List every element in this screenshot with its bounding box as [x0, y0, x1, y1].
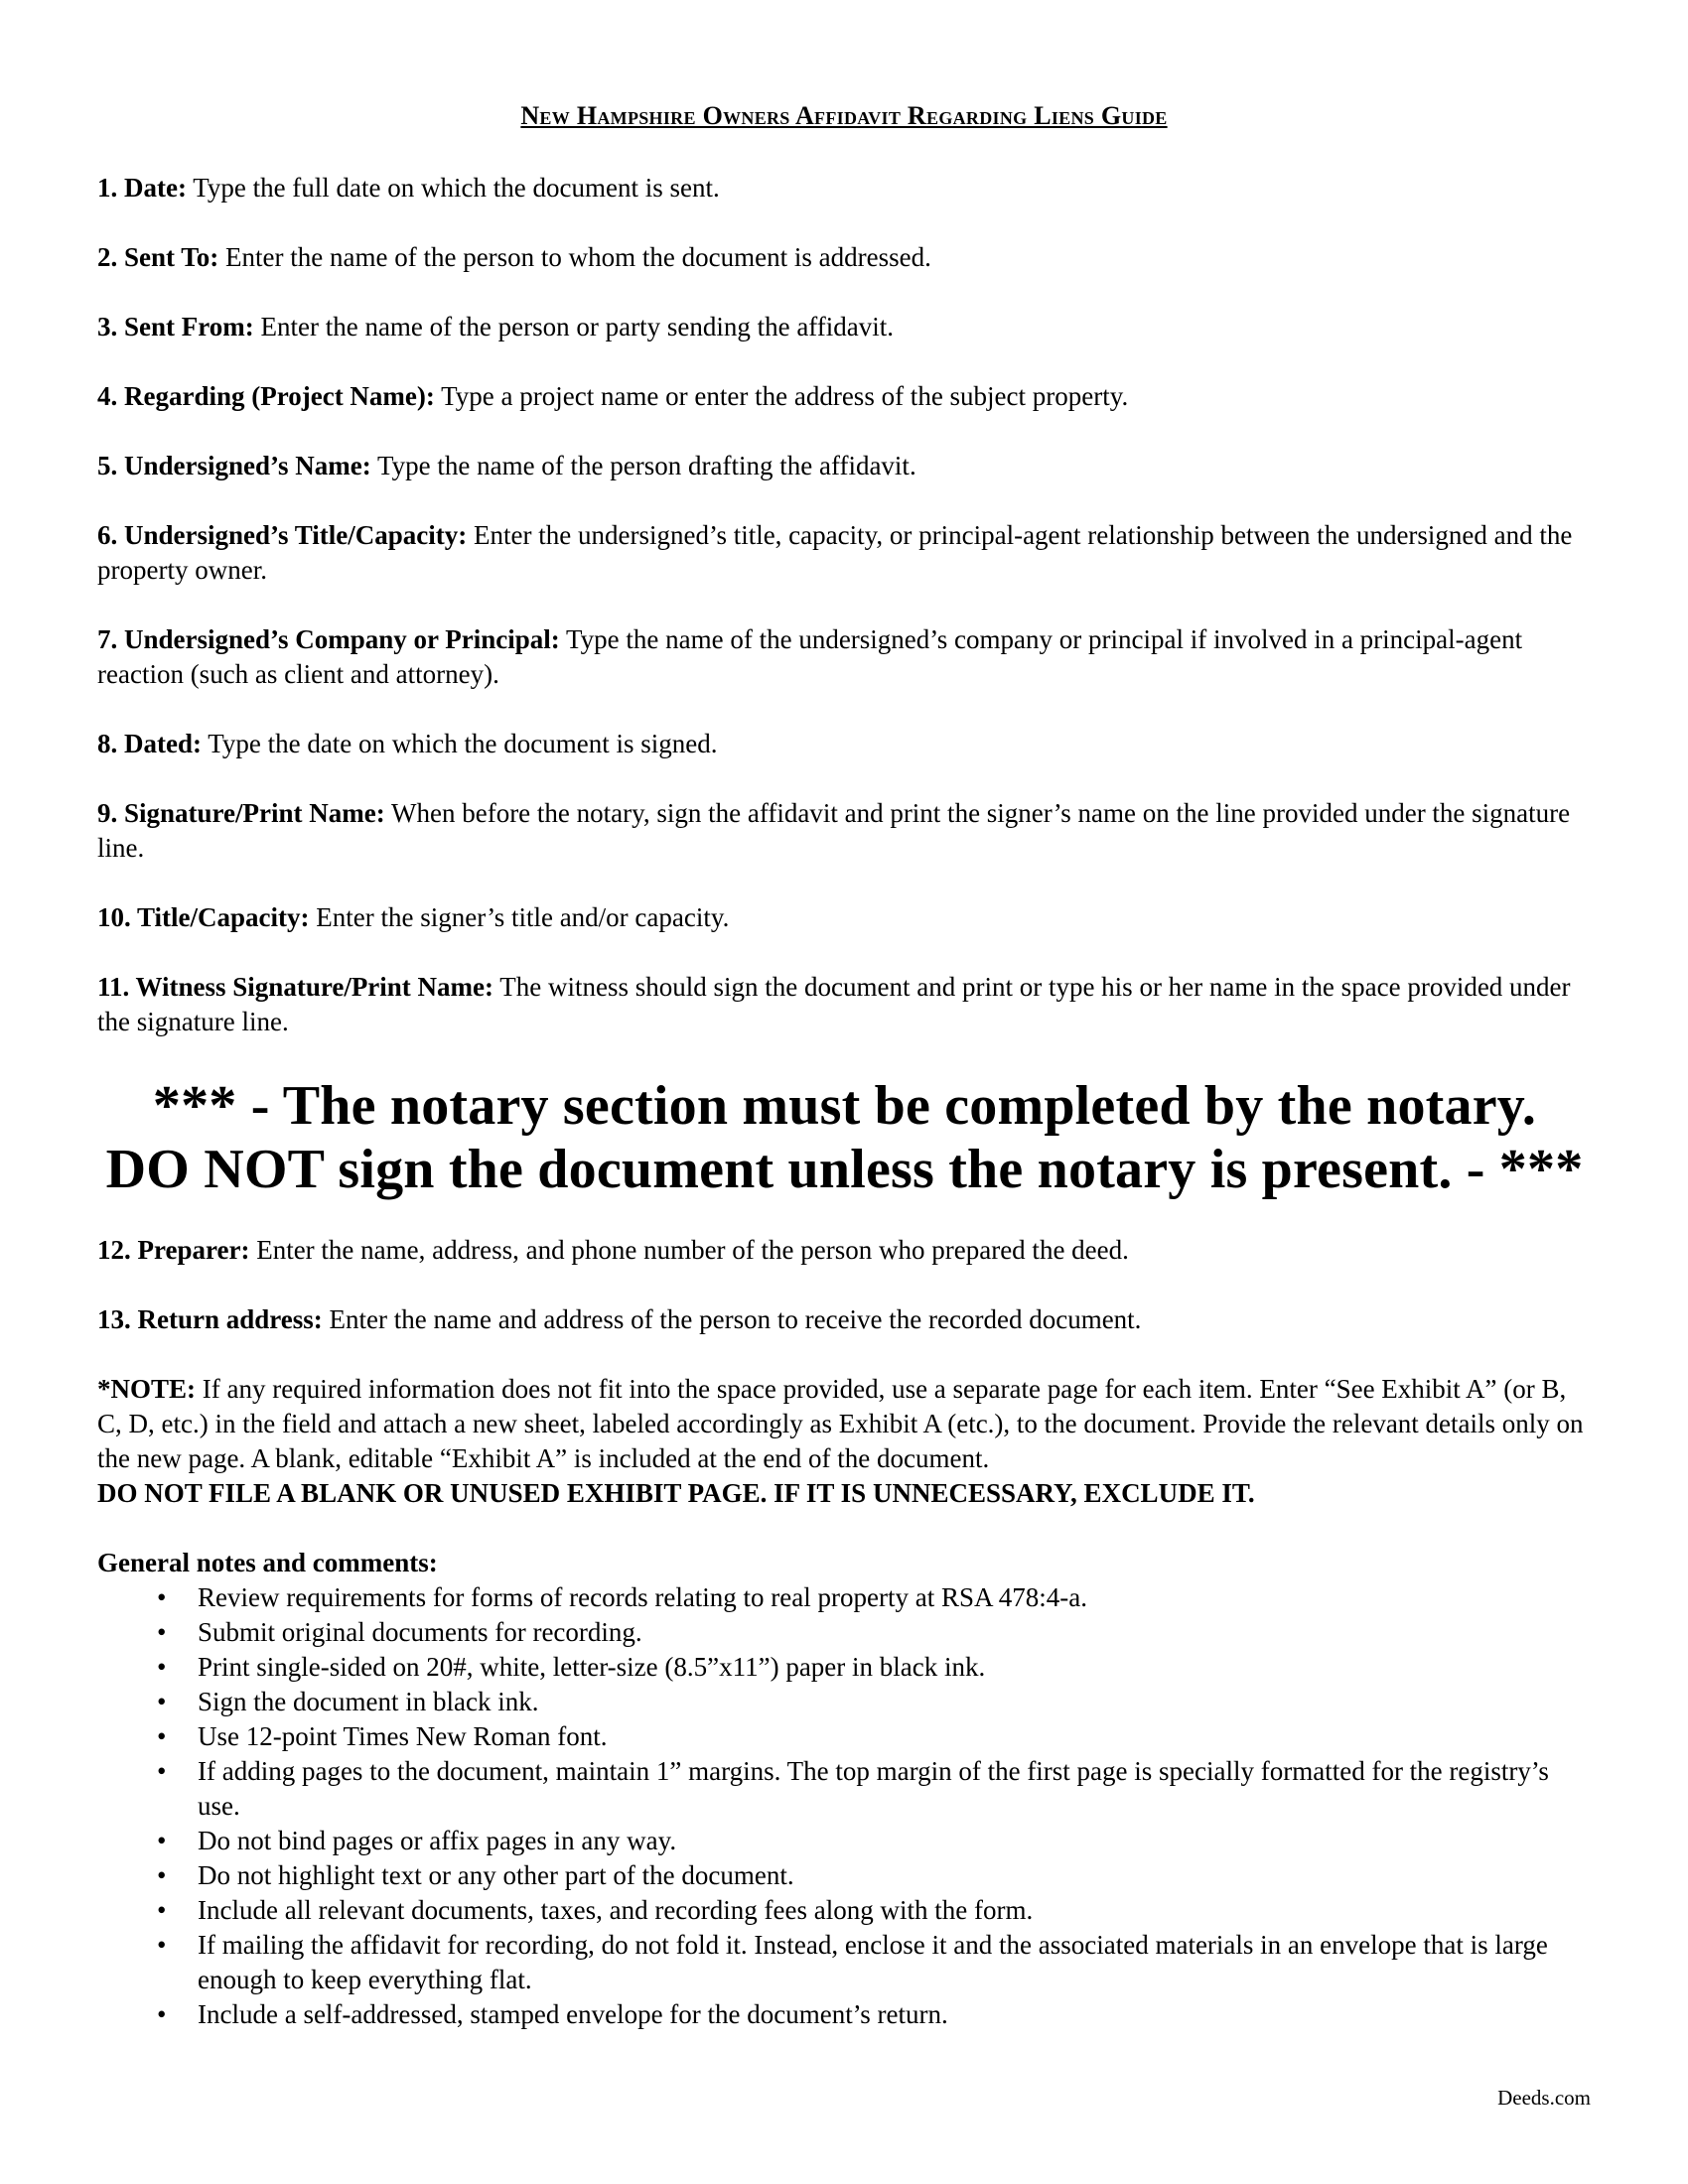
general-note-item — [97, 1893, 1592, 1928]
general-note-item — [97, 1824, 1592, 1858]
instruction-item-3 — [97, 310, 1592, 344]
footer-brand: Deeds.com — [1497, 2086, 1591, 2110]
bullet-icon: • — [157, 1582, 167, 1612]
field-label: 3. Sent From: — [97, 312, 254, 341]
bullet-icon: • — [157, 1652, 167, 1682]
instruction-item-11 — [97, 970, 1592, 1039]
general-note-item — [97, 1719, 1592, 1754]
bullet-icon: • — [157, 1687, 167, 1716]
general-note-text: Include all relevant documents, taxes, and recording fees along with the form. — [198, 1895, 1034, 1925]
general-note-text: Review requirements for forms of records relating to real property at RSA 478:4-a. — [198, 1582, 1087, 1612]
instruction-item-4 — [97, 379, 1592, 414]
general-note-item — [97, 1615, 1592, 1650]
instruction-item-after-2 — [97, 1302, 1592, 1337]
field-label: 12. Preparer: — [97, 1235, 250, 1265]
general-note-item — [97, 1928, 1592, 1997]
general-note-item — [97, 1754, 1592, 1824]
general-note-text: Do not highlight text or any other part of the document. — [198, 1860, 794, 1890]
field-label: 8. Dated: — [97, 729, 202, 758]
general-note-item — [97, 1580, 1592, 1615]
field-description: Type the date on which the document is signed. — [201, 729, 718, 758]
field-description: Enter the name of the person to whom the document is addressed. — [218, 242, 931, 272]
instruction-item-9 — [97, 796, 1592, 866]
field-instructions — [97, 171, 1592, 1039]
instruction-item-10 — [97, 900, 1592, 935]
general-note-text: Print single-sided on 20#, white, letter-size (8.5”x11”) paper in black ink. — [198, 1652, 986, 1682]
field-label: 7. Undersigned’s Company or Principal: — [97, 624, 560, 654]
general-note-item — [97, 1858, 1592, 1893]
general-note-text: Do not bind pages or affix pages in any way. — [198, 1826, 677, 1855]
field-description: Enter the name and address of the person to receive the recorded document. — [322, 1304, 1142, 1334]
general-note-text: Submit original documents for recording. — [198, 1617, 642, 1647]
field-instructions-continued — [97, 1233, 1592, 1337]
bullet-icon: • — [157, 1860, 167, 1890]
general-notes-list — [97, 1580, 1592, 2032]
general-note-text: If mailing the affidavit for recording, do not fold it. Instead, enclose it and the associated materials in an envelope that is large enough to keep everything flat. — [198, 1930, 1548, 1994]
field-label: 5. Undersigned’s Name: — [97, 451, 371, 480]
instruction-item-after-1 — [97, 1233, 1592, 1268]
notary-warning-banner — [97, 1074, 1592, 1201]
field-description: Type the name of the undersigned’s company or principal if involved in a principal-agent reaction (such as client and attorney). — [97, 624, 1523, 689]
field-description: Type the full date on which the document is sent. — [186, 173, 720, 203]
field-label: 1. Date: — [97, 173, 187, 203]
instruction-item-5 — [97, 449, 1592, 483]
field-description: When before the notary, sign the affidavit and print the signer’s name on the line provided under the signature line. — [97, 798, 1571, 863]
instruction-item-8 — [97, 727, 1592, 761]
field-description: Enter the name of the person or party sending the affidavit. — [253, 312, 895, 341]
general-note-text: Use 12-point Times New Roman font. — [198, 1721, 608, 1751]
field-description: Enter the undersigned’s title, capacity, or principal-agent relationship between the undersigned and the property owner. — [97, 520, 1573, 585]
field-label: 4. Regarding (Project Name): — [97, 381, 435, 411]
instruction-item-6 — [97, 518, 1592, 588]
page-title: New Hampshire Owners Affidavit Regarding Liens Guide — [520, 101, 1168, 130]
field-label: 2. Sent To: — [97, 242, 219, 272]
field-description: Enter the signer’s title and/or capacity. — [309, 902, 730, 932]
notary-warning-line-2: DO NOT sign the document unless the notary is present. - *** — [105, 1139, 1584, 1200]
notary-warning-line-1: *** - The notary section must be completed by the notary. — [152, 1075, 1537, 1137]
instruction-item-7 — [97, 622, 1592, 692]
field-description: Type a project name or enter the address of the subject property. — [434, 381, 1129, 411]
bullet-icon: • — [157, 1826, 167, 1855]
field-label: 10. Title/Capacity: — [97, 902, 310, 932]
exhibit-note — [97, 1372, 1592, 1511]
bullet-icon: • — [157, 1721, 167, 1751]
bullet-icon: • — [157, 1999, 167, 2029]
field-description: Enter the name, address, and phone number of the person who prepared the deed. — [249, 1235, 1129, 1265]
bullet-icon: • — [157, 1930, 167, 1960]
field-description: The witness should sign the document and print or type his or her name in the space provided under the signature line. — [97, 972, 1571, 1036]
instruction-item-1 — [97, 171, 1592, 205]
field-label: 13. Return address: — [97, 1304, 323, 1334]
instruction-item-2 — [97, 240, 1592, 275]
field-description: Type the name of the person drafting the affidavit. — [370, 451, 916, 480]
bullet-icon: • — [157, 1617, 167, 1647]
bullet-icon: • — [157, 1756, 167, 1786]
field-label: 6. Undersigned’s Title/Capacity: — [97, 520, 468, 550]
general-note-text: Include a self-addressed, stamped envelope for the document’s return. — [198, 1999, 948, 2029]
note-label: *NOTE: — [97, 1374, 197, 1404]
field-label: 9. Signature/Print Name: — [97, 798, 385, 828]
general-note-item — [97, 1685, 1592, 1719]
general-notes-heading: General notes and comments: — [97, 1548, 438, 1577]
field-label: 11. Witness Signature/Print Name: — [97, 972, 494, 1002]
note-text: If any required information does not fit into the space provided, use a separate page for each item. Enter “See Exhibit A” (or B, C, D, etc.) in the field and attach a new sheet, labeled accordingly as Exhibit A (etc.), to the document. Provide the relevant details only on the new page. A blank, editable “Exhibit A” is included at the end of the document. — [97, 1374, 1584, 1473]
note-warning: DO NOT FILE A BLANK OR UNUSED EXHIBIT PAGE. IF IT IS UNNECESSARY, EXCLUDE IT. — [97, 1478, 1255, 1508]
general-note-text: If adding pages to the document, maintain 1” margins. The top margin of the first page is specially formatted for the registry’s use. — [198, 1756, 1549, 1821]
guide-content — [97, 171, 1592, 2032]
general-note-item — [97, 1997, 1592, 2032]
general-note-text: Sign the document in black ink. — [198, 1687, 539, 1716]
general-note-item — [97, 1650, 1592, 1685]
bullet-icon: • — [157, 1895, 167, 1925]
